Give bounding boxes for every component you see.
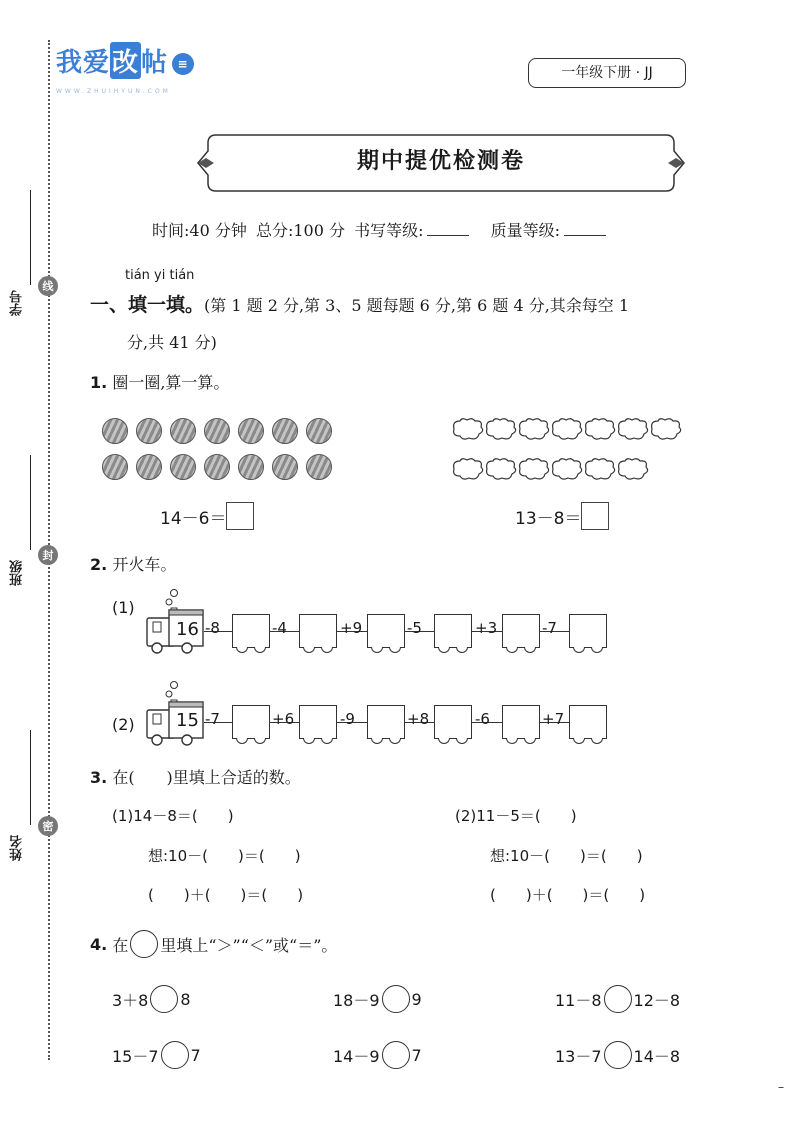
circle-icon: [130, 930, 158, 958]
train-1-op-3: +9: [340, 619, 363, 637]
train-1-label: (1): [112, 598, 135, 617]
section-pinyin: tián yi tián: [125, 268, 195, 283]
q3-part1-equation[interactable]: (1)14－8＝( ): [112, 807, 234, 825]
train-2-car-5[interactable]: [502, 705, 540, 739]
question-4-text-b: 里填上“＞”“＜”或“＝”。: [160, 935, 338, 955]
name-label: 姓名: [10, 835, 25, 861]
ball-icon: [102, 418, 128, 444]
wheel-icon: [371, 647, 383, 653]
leaf-icon: [652, 419, 681, 439]
ball-icon: [272, 418, 298, 444]
grade-badge: 一年级下册 · JJ: [528, 58, 686, 88]
ball-icon: [204, 454, 230, 480]
seal-mark-seal: 封: [38, 545, 58, 565]
question-4: [90, 930, 337, 958]
train-2-car-2[interactable]: [299, 705, 337, 739]
ball-icon: [170, 418, 196, 444]
question-3-text: 在( )里填上合适的数。: [112, 768, 301, 787]
leaf-icon: [520, 459, 549, 479]
compare-left: 15－7: [112, 1046, 159, 1066]
class-rule: [30, 455, 31, 550]
wheel-icon: [506, 647, 518, 653]
compare-right: 8: [180, 989, 191, 1009]
compare-item: [333, 1041, 422, 1069]
compare-left: 18－9: [333, 990, 380, 1010]
q1-answer-box-left[interactable]: [226, 502, 254, 530]
train-2-label: (2): [112, 715, 135, 734]
train-1-op-1: -8: [205, 619, 220, 637]
leaf-icon: [586, 419, 615, 439]
quality-grade-blank[interactable]: [564, 221, 606, 236]
exam-meta: [152, 218, 610, 241]
chat-bubble-icon: ≡: [172, 53, 194, 75]
question-1-number: 1.: [90, 373, 108, 392]
writing-grade-label: 书写等级:: [354, 221, 424, 240]
leaf-icon: [553, 459, 582, 479]
train-1-car-2[interactable]: [299, 614, 337, 648]
train-1-start: 16: [176, 619, 199, 640]
q3-part2-equation[interactable]: (2)11－5＝( ): [455, 807, 577, 825]
wheel-icon: [371, 738, 383, 744]
train-2-op-2: +6: [272, 710, 295, 728]
ball-icon: [136, 418, 162, 444]
compare-left: 14－9: [333, 1046, 380, 1066]
section-title: 一、填一填。: [90, 294, 205, 316]
ball-icon: [170, 454, 196, 480]
train-1-car-6[interactable]: [569, 614, 607, 648]
section-note-line1: (第 1 题 2 分,第 3、5 题每题 6 分,第 6 题 4 分,其余每空 1: [204, 296, 630, 315]
page-mark: –: [778, 1080, 784, 1094]
train-2-car-1[interactable]: [232, 705, 270, 739]
wheel-icon: [254, 647, 266, 653]
train-1-op-6: -7: [542, 619, 557, 637]
site-logo: [56, 42, 194, 79]
wheel-icon: [506, 738, 518, 744]
ball-icon: [204, 418, 230, 444]
wheel-icon: [321, 738, 333, 744]
seal-mark-line: 线: [38, 276, 58, 296]
train-2-car-6[interactable]: [569, 705, 607, 739]
compare-circle[interactable]: [150, 985, 178, 1013]
compare-circle[interactable]: [161, 1041, 189, 1069]
q3-part1-think[interactable]: 想:10－( )＝( ): [148, 847, 301, 865]
writing-grade-blank[interactable]: [427, 221, 469, 236]
question-4-number: 4.: [90, 934, 108, 954]
wheel-icon: [456, 647, 468, 653]
question-2-text: 开火车。: [112, 555, 177, 574]
name-rule: [30, 730, 31, 825]
wheel-icon: [438, 647, 450, 653]
compare-left: 3＋8: [112, 990, 149, 1010]
q3-part1-sum[interactable]: ( )＋( )＝( ): [148, 886, 304, 904]
compare-item: [333, 985, 422, 1013]
train-2-op-6: +7: [542, 710, 565, 728]
student-id-rule: [30, 190, 31, 285]
section-note-line2: 分,共 41 分): [127, 333, 217, 352]
leaf-icon: [454, 459, 483, 479]
quality-grade-label: 质量等级:: [490, 221, 560, 240]
train-1-car-5[interactable]: [502, 614, 540, 648]
q3-part2-sum[interactable]: ( )＋( )＝( ): [490, 886, 646, 904]
train-1-car-4[interactable]: [434, 614, 472, 648]
wheel-icon: [254, 738, 266, 744]
compare-item: [555, 1041, 680, 1069]
leaf-icon: [619, 459, 648, 479]
wheel-icon: [591, 738, 603, 744]
wheel-icon: [321, 647, 333, 653]
compare-right: 7: [190, 1045, 201, 1065]
wheel-icon: [389, 738, 401, 744]
q1-equation-right: [515, 502, 609, 530]
ball-icon: [238, 454, 264, 480]
q1-eq-left-text: 14－6＝: [160, 508, 227, 529]
wheel-icon: [591, 647, 603, 653]
train-2-start: 15: [176, 710, 199, 731]
section-heading: [90, 290, 629, 317]
class-label: 班级: [10, 560, 25, 586]
question-1: [90, 370, 229, 393]
q3-part2-think[interactable]: 想:10－( )＝( ): [490, 847, 643, 865]
ball-icon: [238, 418, 264, 444]
train-2-op-5: -6: [475, 710, 490, 728]
time-info: 时间:40 分钟: [152, 221, 247, 240]
q1-eq-right-text: 13－8＝: [515, 508, 582, 529]
train-1-car-3[interactable]: [367, 614, 405, 648]
compare-circle[interactable]: [604, 1041, 632, 1069]
compare-item: [112, 985, 191, 1013]
ball-icon: [102, 454, 128, 480]
question-2: [90, 552, 176, 575]
compare-item: [112, 1041, 201, 1069]
logo-text-a: 我爱: [56, 48, 111, 78]
q1-equation-left: [160, 502, 254, 530]
compare-circle[interactable]: [604, 985, 632, 1013]
leaf-icon: [454, 419, 483, 439]
train-1-car-1[interactable]: [232, 614, 270, 648]
ball-icon: [306, 454, 332, 480]
train-2-car-4[interactable]: [434, 705, 472, 739]
leaf-icon: [487, 419, 516, 439]
logo-text-b: 改: [110, 42, 141, 79]
total-info: 总分:100 分: [255, 221, 345, 240]
wheel-icon: [524, 647, 536, 653]
leaf-icon: [520, 419, 549, 439]
question-3: [90, 765, 301, 788]
wheel-icon: [303, 738, 315, 744]
train-2-op-4: +8: [407, 710, 430, 728]
train-2-car-3[interactable]: [367, 705, 405, 739]
ball-icon: [136, 454, 162, 480]
logo-url: WWW.ZHUIHYUN.COM: [56, 88, 171, 95]
wheel-icon: [389, 647, 401, 653]
question-3-number: 3.: [90, 768, 108, 787]
wheel-icon: [573, 738, 585, 744]
wheel-icon: [236, 738, 248, 744]
ball-icon: [306, 418, 332, 444]
train-1-op-2: -4: [272, 619, 287, 637]
compare-left: 11－8: [555, 990, 602, 1010]
question-4-text-a: 在: [112, 935, 129, 955]
compare-circle[interactable]: [382, 1041, 410, 1069]
compare-right: 12－8: [633, 990, 681, 1010]
question-2-number: 2.: [90, 555, 108, 574]
question-1-text: 圈一圈,算一算。: [112, 373, 230, 392]
ball-group: [102, 418, 332, 488]
compare-right: 14－8: [633, 1046, 681, 1066]
student-id-label: 学号: [10, 290, 25, 316]
leaf-icon: [487, 459, 516, 479]
compare-right: 9: [411, 989, 422, 1009]
leaf-group: [452, 415, 692, 487]
leaf-icon: [553, 419, 582, 439]
train-2-op-3: -9: [340, 710, 355, 728]
wheel-icon: [573, 647, 585, 653]
q1-answer-box-right[interactable]: [581, 502, 609, 530]
logo-text-c: 帖: [141, 48, 169, 78]
compare-right: 7: [411, 1045, 422, 1065]
train-2-op-1: -7: [205, 710, 220, 728]
compare-left: 13－7: [555, 1046, 602, 1066]
seal-mark-secret: 密: [38, 816, 58, 836]
compare-item: [555, 985, 680, 1013]
wheel-icon: [524, 738, 536, 744]
wheel-icon: [456, 738, 468, 744]
compare-circle[interactable]: [382, 985, 410, 1013]
leaf-icon: [586, 459, 615, 479]
page-title: 期中提优检测卷: [356, 148, 525, 174]
wheel-icon: [303, 647, 315, 653]
leaf-icon: [619, 419, 648, 439]
wheel-icon: [438, 738, 450, 744]
wheel-icon: [236, 647, 248, 653]
ball-icon: [272, 454, 298, 480]
train-1-op-5: +3: [475, 619, 498, 637]
train-1-op-4: -5: [407, 619, 422, 637]
